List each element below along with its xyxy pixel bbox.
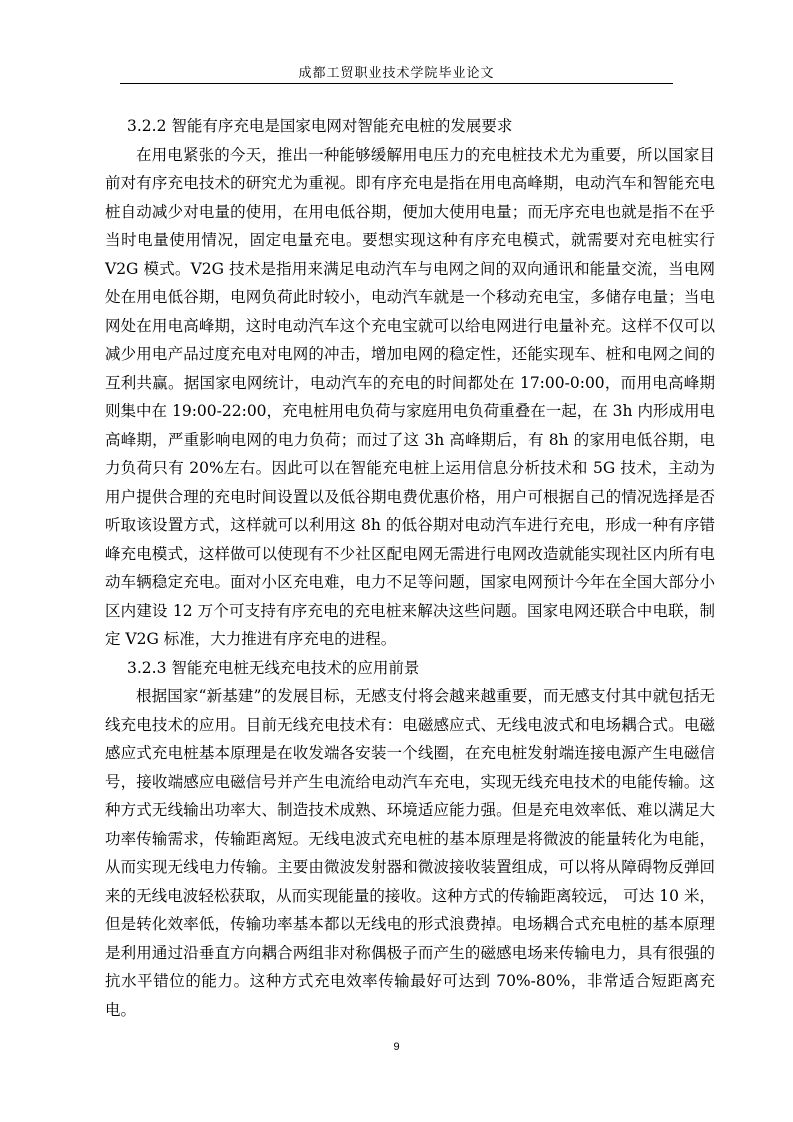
page-number: 9 <box>393 1041 400 1053</box>
running-header: 成都工贸职业技术学院毕业论文 <box>298 66 495 81</box>
paragraph-ordered-charging: 在用电紧张的今天，推出一种能够缓解用电压力的充电桩技术尤为重要，所以国家目前对有序充电技术的研究尤为重视。即有序充电是指在用电高峰期，电动汽车和智能充电桩自动减少对电量的使用，在用电低谷期，便加大使用电量；而无序充电也就是指不在乎当时电量使用情况，固定电量充电。要想实现这种有序充电模式，就需要对充电桩实行 V2G 模式。V2G 技术是指用来满足电动汽车与电网之间的双向通讯和能量交流，当电网处在用电低谷期，电网负荷此时较小，电动汽车就是一个移动充电宝，多储存电量；当电网处在用电高峰期，这时电动汽车这个充电宝就可以给电网进行电量补充。这样不仅可以减少用电产品过度充电对电网的冲击，增加电网的稳定性，还能实现车、桩和电网之间的互利共赢。据国家电网统计，电动汽车的充电的时间都处在 17:00-0:00，而用电高峰期则集中在 19:00-22:00，充电桩用电负荷与家庭用电负荷重叠在一起，在 3h 内形成用电高峰期，严重影响电网的电力负荷；而过了这 3h 高峰期后，有 8h 的家用电低谷期，电力负荷只有 20%左右。因此可以在智能充电桩上运用信息分析技术和 5G 技术，主动为用户提供合理的充电时间设置以及低谷期电费优惠价格，用户可根据自己的情况选择是否听取该设置方式，这样就可以利用这 8h 的低谷期对电动汽车进行充电，形成一种有序错峰充电模式，这样做可以使现有不少社区配电网无需进行电网改造就能实现社区内所有电动车辆稳定充电。面对小区充电难，电力不足等问题，国家电网预计今年在全国大部分小区内建设 12 万个可支持有序充电的充电桩来解决这些问题。国家电网还联合中电联，制定 V2G 标准，大力推进有序充电的进程。 <box>105 145 715 648</box>
section-heading-3-2-3: 3.2.3 智能充电桩无线充电技术的应用前景 <box>127 658 420 677</box>
paragraph-wireless-charging: 根据国家“新基建”的发展目标，无感支付将会越来越重要，而无感支付其中就包括无线充电技术的应用。目前无线充电技术有：电磁感应式、无线电波式和电场耦合式。电磁感应式充电桩基本原理是在收发端各安装一个线圈，在充电桩发射端连接电源产生电磁信号，接收端感应电磁信号并产生电流给电动汽车充电，实现无线充电技术的电能传输。这种方式无线输出功率大、制造技术成熟、环境适应能力强。但是充电效率低、难以满足大功率传输需求，传输距离短。无线电波式充电桩的基本原理是将微波的能量转化为电能，从而实现无线电力传输。主要由微波发射器和微波接收装置组成，可以将从障碍物反弹回来的无线电波轻松获取，从而实现能量的接收。这种方式的传输距离较远， 可达 10 米，但是转化效率低，传输功率基本都以无线电的形式浪费掉。电场耦合式充电桩的基本原理是利用通过沿垂直方向耦合两组非对称偶极子而产生的磁感电场来传输电力，具有很强的抗水平错位的能力。这种方式充电效率传输最好可达到 70%-80%，非常适合短距离充电。 <box>105 687 715 1019</box>
header-rule <box>120 83 673 84</box>
section-heading-3-2-2: 3.2.2 智能有序充电是国家电网对智能充电桩的发展要求 <box>127 117 513 135</box>
body-text <box>105 112 715 1024</box>
